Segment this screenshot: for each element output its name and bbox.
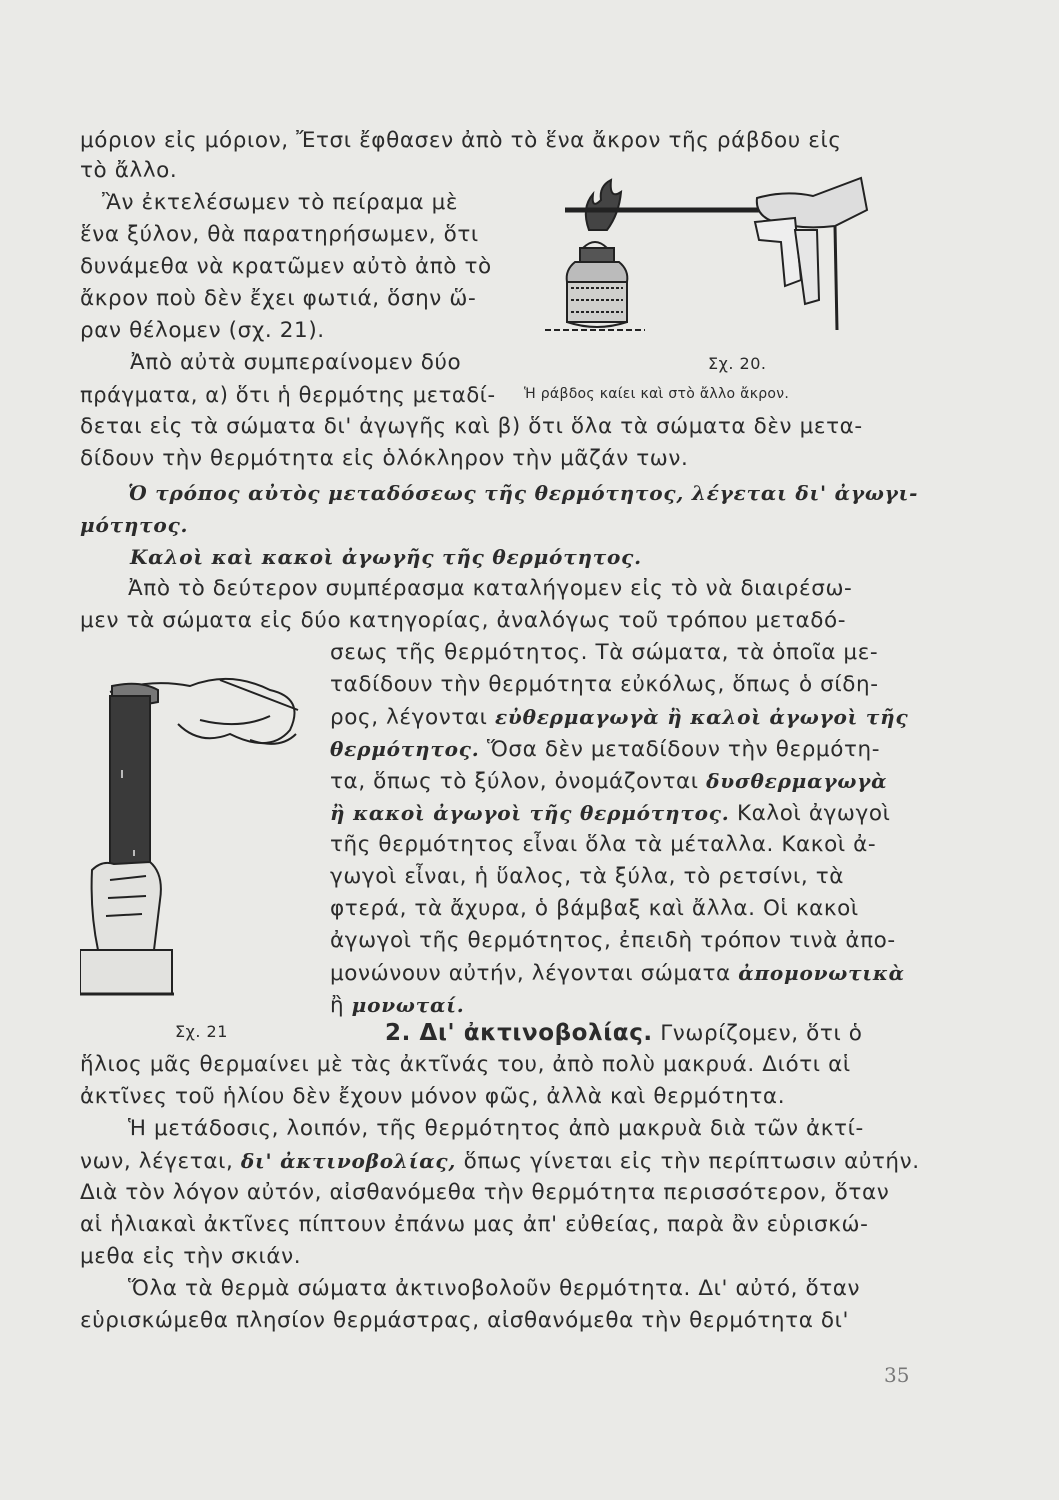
text-line: ἄκρον ποὺ δὲν ἔχει φωτιά, ὅσην ὥ- (80, 286, 477, 311)
text-line: ἀκτῖνες τοῦ ἡλίου δὲν ἔχουν μόνον φῶς, ἀλλὰ καὶ θερμότητα. (80, 1084, 786, 1109)
text-line: δεται εἰς τὰ σώματα δι' ἀγωγῆς καὶ β) ὅτι ὅλα τὰ σώματα δὲν μετα- (80, 414, 863, 439)
text-line: τῆς θερμότητος εἶναι ὅλα τὰ μέταλλα. Κακοὶ ἀ- (330, 832, 877, 857)
section-heading: Καλοὶ καὶ κακοὶ ἀγωγῆς τῆς θερμότητος. (130, 545, 642, 569)
text-line: ἢ κακοὶ ἀγωγοὶ τῆς θερμότητος. Καλοὶ ἀγωγοὶ (330, 801, 891, 826)
text-line: ἕνα ξύλον, θὰ παρατηρήσωμεν, ὅτι (80, 222, 479, 247)
text-line: φτερά, τὰ ἄχυρα, ὁ βάμβαξ καὶ ἄλλα. Οἱ κακοὶ (330, 896, 859, 921)
figure-20-label: Σχ. 20. (708, 354, 767, 373)
text-line: ἀγωγοὶ τῆς θερμότητος, ἐπειδὴ τρόπον τινὰ ἀπο- (330, 928, 896, 953)
text-line: γωγοὶ εἶναι, ἡ ὕαλος, τὰ ξύλα, τὸ ρετσίνι, τὰ (330, 864, 845, 889)
page-number: 35 (884, 1363, 910, 1387)
text-line: ρος, λέγονται εὐθερμαγωγὰ ἢ καλοὶ ἀγωγοὶ τῆς (330, 705, 909, 730)
text-line: ἥλιος μᾶς θερμαίνει μὲ τὰς ἀκτῖνάς του, ἀπὸ πολὺ μακρυά. Διότι αἱ (80, 1052, 851, 1077)
text-line-emphasis: Ὁ τρόπος αὐτὸς μεταδόσεως τῆς θερμότητος, λέγεται δι' ἀγωγι- (128, 481, 919, 505)
text-line: μεθα εἰς τὴν σκιάν. (80, 1244, 302, 1269)
text-line: Ὅλα τὰ θερμὰ σώματα ἀκτινοβολοῦν θερμότητα. Δι' αὐτό, ὅταν (128, 1276, 861, 1301)
text-line: τὸ ἄλλο. (80, 158, 178, 183)
text-line: μεν τὰ σώματα εἰς δύο κατηγορίας, ἀναλόγως τοῦ τρόπου μεταδό- (80, 608, 847, 633)
text-line: πράγματα, α) ὅτι ἡ θερμότης μεταδί- (80, 383, 496, 407)
text-line: Διὰ τὸν λόγον αὐτόν, αἰσθανόμεθα τὴν θερμότητα περισσότερον, ὅταν (80, 1180, 890, 1205)
text-line: δυνάμεθα νὰ κρατῶμεν αὐτὸ ἀπὸ τὸ (80, 254, 492, 279)
text-line: Ἀπὸ αὐτὰ συμπεραίνομεν δύο (130, 350, 462, 375)
text-line: νων, λέγεται, δι' ἀκτινοβολίας, ὅπως γίνεται εἰς τὴν περίπτωσιν αὐτήν. (80, 1149, 920, 1174)
text-line: θερμότητος. Ὅσα δὲν μεταδίδουν τὴν θερμότη- (330, 737, 881, 762)
text-line: Ἂν ἐκτελέσωμεν τὸ πείραμα μὲ (102, 190, 459, 215)
figure-20-caption: Ἡ ράβδος καίει καὶ στὸ ἄλλο ἄκρον. (524, 386, 790, 402)
text-line: μόριον εἰς μόριον, Ἔτσι ἔφθασεν ἀπὸ τὸ ἕνα ἄκρον τῆς ράβδου εἰς (80, 128, 842, 153)
text-line-emphasis: μότητος. (80, 513, 189, 537)
figure-21-label: Σχ. 21 (175, 1022, 228, 1041)
text-line: τα, ὅπως τὸ ξύλον, ὀνομάζονται δυσθερμαγωγὰ (330, 769, 888, 794)
text-line: Ἀπὸ τὸ δεύτερον συμπέρασμα καταλήγομεν εἰς τὸ νὰ διαιρέσω- (128, 576, 853, 601)
figure-20-illustration (545, 170, 875, 370)
text-line: ἢ μονωταί. (330, 993, 465, 1018)
text-line: Ἡ μετάδοσις, λοιπόν, τῆς θερμότητος ἀπὸ μακρυὰ διὰ τῶν ἀκτί- (128, 1116, 864, 1141)
text-line: δίδουν τὴν θερμότητα εἰς ὁλόκληρον τὴν μᾶζάν των. (80, 446, 689, 471)
figure-21-illustration (80, 650, 320, 1010)
text-line: εὑρισκώμεθα πλησίον θερμάστρας, αἰσθανόμεθα τὴν θερμότητα δι' (80, 1308, 850, 1333)
text-line: ταδίδουν τὴν θερμότητα εὐκόλως, ὅπως ὁ σίδη- (330, 672, 879, 697)
text-line: μονώνουν αὐτήν, λέγονται σώματα ἀπομονωτικὰ (330, 961, 905, 986)
text-line: σεως τῆς θερμότητος. Τὰ σώματα, τὰ ὁποῖα με- (330, 640, 879, 665)
text-line: ραν θέλομεν (σχ. 21). (80, 318, 325, 343)
section-heading-radiation: 2. Δι' ἀκτινοβολίας. Γνωρίζομεν, ὅτι ὁ (385, 1020, 863, 1046)
text-line: αἱ ἡλιακαὶ ἀκτῖνες πίπτουν ἐπάνω μας ἀπ' εὐθείας, παρὰ ἂν εὑρισκώ- (80, 1212, 869, 1237)
